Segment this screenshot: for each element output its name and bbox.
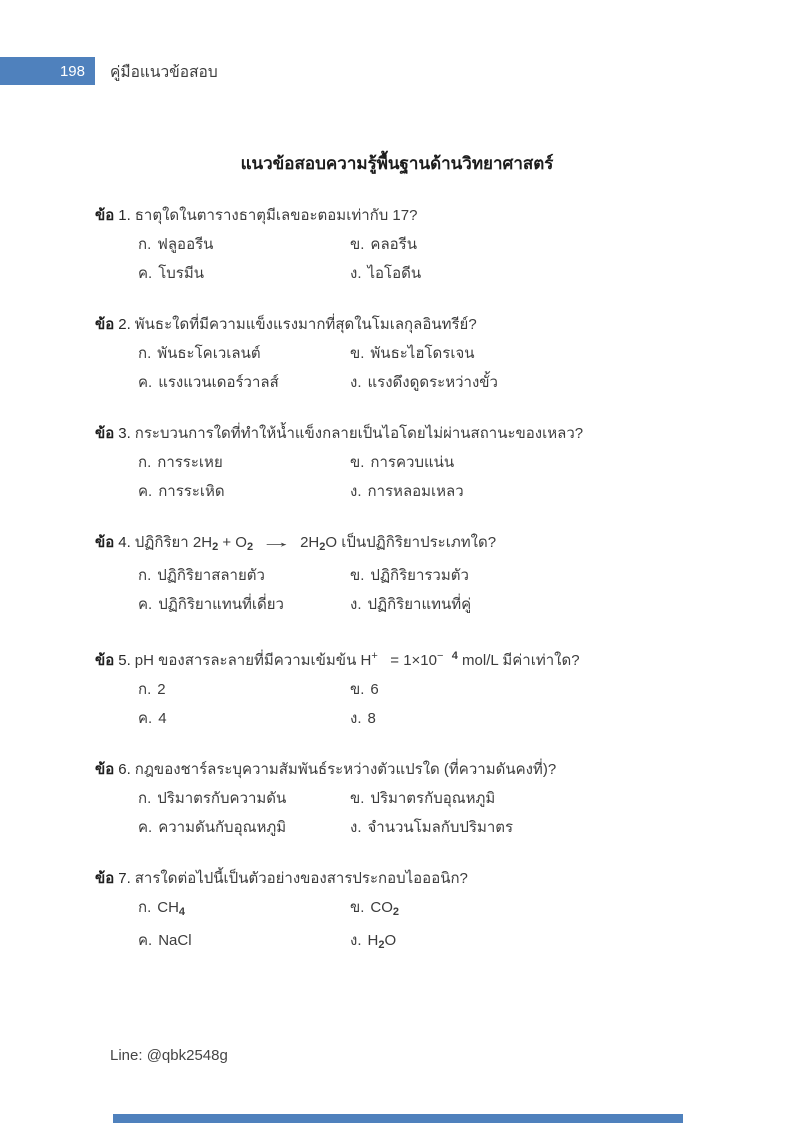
option (138, 788, 350, 810)
option-key: ข. (350, 454, 365, 471)
question-block (95, 532, 754, 616)
option-key: ง. (350, 932, 362, 949)
option (350, 897, 754, 923)
option-key: ค. (138, 819, 153, 836)
option (138, 565, 350, 587)
question-number: 4. (118, 534, 131, 551)
question-number: 1. (118, 207, 131, 224)
option-text: คลอรีน (370, 236, 417, 253)
question-block (95, 314, 754, 394)
question-body: สารใดต่อไปนี้เป็นตัวอย่างของสารประกอบไอออนิก? (134, 870, 468, 887)
line-contact: Line: @qbk2548g (110, 1047, 228, 1064)
option (138, 452, 350, 474)
option (138, 481, 350, 503)
options-grid (95, 234, 754, 285)
option-text: ความดันกับอุณหภูมิ (158, 819, 287, 836)
option-text: การระเหย (157, 454, 223, 471)
option-key: ค. (138, 483, 153, 500)
options-grid (95, 788, 754, 839)
option (350, 565, 754, 587)
option (350, 234, 754, 256)
option-text: NaCl (158, 932, 192, 949)
option-text: แรงแวนเดอร์วาลส์ (158, 374, 279, 391)
option (350, 481, 754, 503)
option-key: ข. (350, 345, 365, 362)
question-body: pH ของสารละลายที่มีความเข้มข้น H+ = 1×10− $^4$ mol/L มีค่าเท่าใด? (134, 650, 580, 669)
option (350, 817, 754, 839)
option-text: $CO_2$ (370, 899, 400, 918)
options-grid (95, 565, 754, 616)
option-text: พันธะโคเวเลนต์ (157, 345, 261, 362)
question-number: 5. (118, 652, 131, 669)
option-key: ก. (138, 790, 152, 807)
option (138, 594, 350, 616)
question-label: ข้อ (95, 207, 115, 224)
option-key: ข. (350, 567, 365, 584)
question-line (95, 868, 754, 890)
page-number: 198 (59, 62, 85, 80)
option-text: ไอโอดีน (367, 265, 422, 282)
option (350, 372, 754, 394)
question-block (95, 645, 754, 730)
question-number: 6. (118, 761, 131, 778)
footer-accent-bar (113, 1114, 683, 1123)
question-block (95, 423, 754, 503)
question-line (95, 314, 754, 336)
question-label: ข้อ (95, 425, 115, 442)
option (138, 372, 350, 394)
option-text: แรงดึงดูดระหว่างขั้ว (367, 374, 498, 391)
options-grid (95, 897, 754, 956)
option (350, 594, 754, 616)
option-text: ปฏิกิริยาแทนที่เดี่ยว (158, 596, 284, 613)
option-text: $CH_4$ (157, 899, 186, 918)
option (138, 817, 350, 839)
option-key: ค. (138, 710, 153, 727)
option-key: ค. (138, 932, 153, 949)
option (138, 263, 350, 285)
option-text: 2 (157, 681, 166, 698)
question-line (95, 645, 754, 672)
page-number-bar (0, 57, 95, 85)
option-key: ข. (350, 899, 365, 916)
option-text: การระเหิด (158, 483, 225, 500)
question-body: กฎของชาร์ลระบุความสัมพันธ์ระหว่างตัวแปรใด (ที่ความดันคงที่)? (134, 761, 557, 778)
question-line (95, 205, 754, 227)
options-grid (95, 343, 754, 394)
option-key: ก. (138, 899, 152, 916)
option-text: $H_2O$ (367, 932, 397, 951)
page-footer (110, 1047, 228, 1064)
option-key: ง. (350, 710, 362, 727)
option-text: ปริมาตรกับความดัน (157, 790, 287, 807)
question-number: 7. (118, 870, 131, 887)
option-key: ก. (138, 345, 152, 362)
option-key: ค. (138, 374, 153, 391)
option-key: ง. (350, 374, 362, 391)
option-text: จำนวนโมลกับปริมาตร (367, 819, 514, 836)
option-text: ปริมาตรกับอุณหภูมิ (370, 790, 496, 807)
option (350, 452, 754, 474)
option-text: ปฏิกิริยาแทนที่คู่ (367, 596, 472, 613)
question-label: ข้อ (95, 761, 115, 778)
option-key: ง. (350, 596, 362, 613)
option-text: 8 (367, 710, 376, 727)
option-key: ก. (138, 681, 152, 698)
option (350, 930, 754, 956)
option (350, 263, 754, 285)
option (138, 343, 350, 365)
option-text: 4 (158, 710, 167, 727)
question-label: ข้อ (95, 652, 115, 669)
book-title: คู่มือแนวข้อสอบ (110, 63, 218, 81)
option-key: ข. (350, 790, 365, 807)
option-key: ข. (350, 236, 365, 253)
option-key: ง. (350, 483, 362, 500)
question-line (95, 759, 754, 781)
question-body: ธาตุใดในตารางธาตุมีเลขอะตอมเท่ากับ 17? (134, 207, 418, 224)
option-text: โบรมีน (158, 265, 204, 282)
question-body: พันธะใดที่มีความแข็งแรงมากที่สุดในโมเลกุลอินทรีย์? (134, 316, 477, 333)
option-text: ปฏิกิริยาสลายตัว (157, 567, 265, 584)
option-key: ง. (350, 819, 362, 836)
option (350, 788, 754, 810)
question-block (95, 868, 754, 956)
option (350, 679, 754, 701)
question-label: ข้อ (95, 534, 115, 551)
question-line (95, 423, 754, 445)
options-grid (95, 452, 754, 503)
option-text: การควบแน่น (370, 454, 455, 471)
option-key: ค. (138, 265, 153, 282)
option-key: ข. (350, 681, 365, 698)
question-body: กระบวนการใดที่ทำให้น้ำแข็งกลายเป็นไอโดยไม่ผ่านสถานะของเหลว? (134, 425, 584, 442)
option-key: ก. (138, 236, 152, 253)
question-label: ข้อ (95, 316, 115, 333)
option (138, 679, 350, 701)
option-text: 6 (370, 681, 379, 698)
option-text: ปฏิกิริยารวมตัว (370, 567, 469, 584)
question-label: ข้อ (95, 870, 115, 887)
question-number: 2. (118, 316, 131, 333)
options-grid (95, 679, 754, 730)
option (138, 930, 350, 956)
question-number: 3. (118, 425, 131, 442)
question-block (95, 759, 754, 839)
question-block (95, 205, 754, 285)
question-list (95, 205, 754, 985)
option-key: ก. (138, 567, 152, 584)
option-text: การหลอมเหลว (367, 483, 464, 500)
option (350, 708, 754, 730)
option-key: ง. (350, 265, 362, 282)
option-key: ค. (138, 596, 153, 613)
question-body: ปฏิกิริยา $2H_2 + O_2 \to 2H_2O$ เป็นปฏิกิริยาประเภทใด? (134, 534, 497, 553)
option (138, 897, 350, 923)
question-line (95, 532, 754, 558)
option-text: พันธะไฮโดรเจน (370, 345, 475, 362)
option-key: ก. (138, 454, 152, 471)
option-text: ฟลูออรีน (157, 236, 214, 253)
option (138, 234, 350, 256)
option (350, 343, 754, 365)
document-title: แนวข้อสอบความรู้พื้นฐานด้านวิทยาศาสตร์ (240, 154, 554, 173)
option (138, 708, 350, 730)
